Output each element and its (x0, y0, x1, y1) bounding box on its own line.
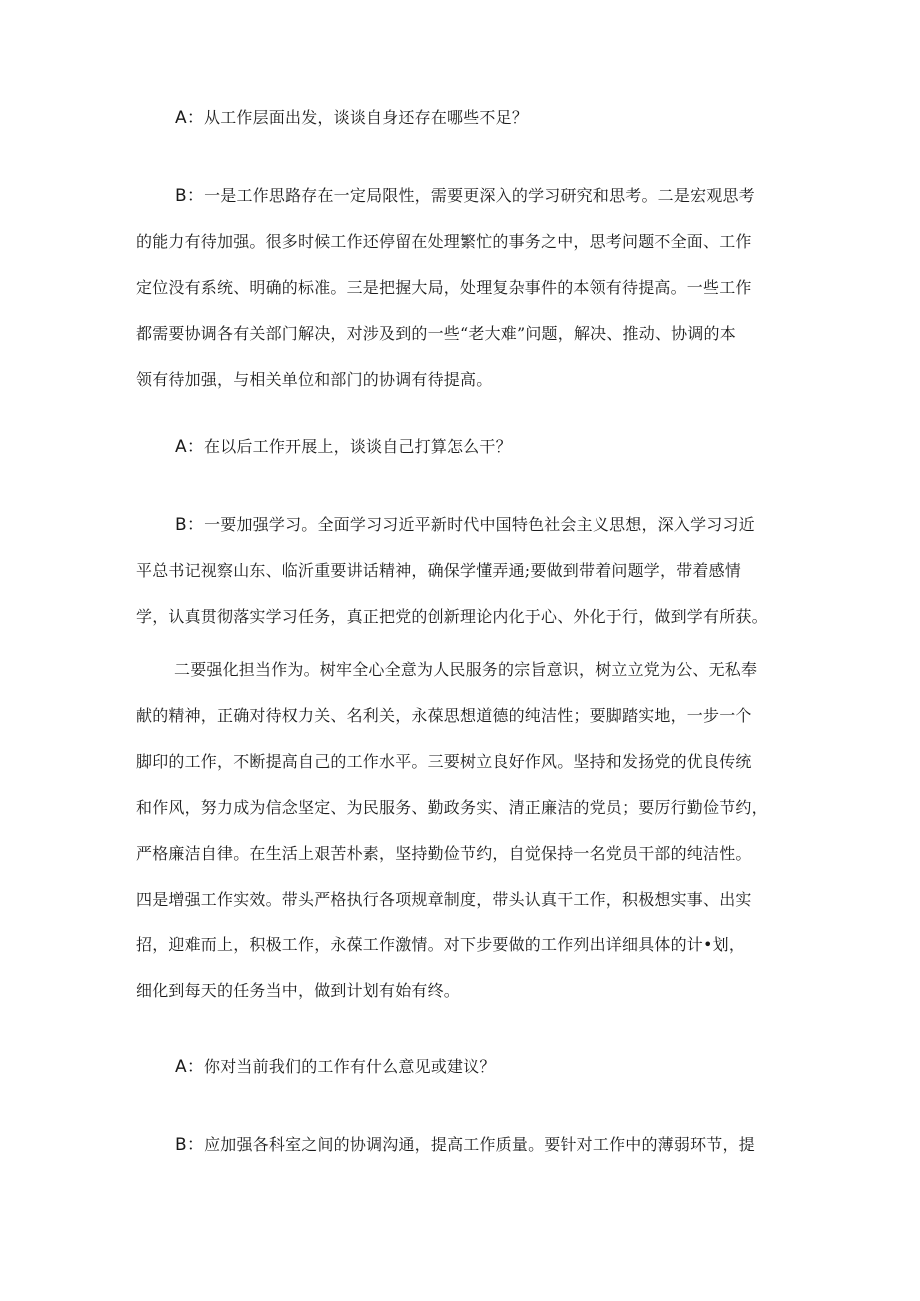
answer-line: 学，认真贯彻落实学习任务，真正把党的创新理论内化于心、外化于行，做到学有所获。 (136, 607, 768, 626)
answer-line (175, 186, 835, 206)
paragraph-line: 细化到每天的任务当中，做到计划有始有终。 (136, 981, 461, 1000)
paragraph-line: 脚印的工作，不断提高自己的工作水平。三要树立良好作风。坚持和发扬党的优良传统 (136, 752, 752, 771)
paragraph-line: 招，迎难而上，积极工作，永葆工作激情。对下步要做的工作列出详细具体的计•划， (136, 935, 746, 954)
paragraph-line: 严格廉洁自律。在生活上艰苦朴素，坚持勤俭节约，自觉保持一名党员干部的纯洁性。 (136, 844, 752, 863)
speaker-label: A： (175, 108, 205, 128)
question-line (175, 1057, 835, 1077)
question-line (175, 108, 835, 128)
answer-text: 应加强各科室之间的协调沟通，提高工作质量。要针对工作中的薄弱环节，提 (204, 1135, 755, 1154)
answer-line: 定位没有系统、明确的标准。三是把握大局，处理复杂事件的本领有待提高。一些工作 (136, 278, 752, 297)
paragraph-line: 四是增强工作实效。带头严格执行各项规章制度，带头认真干工作，积极想实事、出实 (136, 890, 752, 909)
paragraph-line: 和作风，努力成为信念坚定、为民服务、勤政务实、清正廉洁的党员；要厉行勤俭节约， (136, 798, 768, 817)
speaker-label: B： (175, 515, 205, 535)
paragraph-line: 二要强化担当作为。树牢全心全意为人民服务的宗旨意识，树立立党为公、无私奉 (174, 660, 758, 679)
speaker-label: B： (175, 1135, 205, 1155)
speaker-label: A： (175, 1057, 205, 1077)
question-text: 在以后工作开展上，谈谈自己打算怎么干？ (204, 437, 512, 456)
answer-line (175, 515, 835, 535)
answer-line: 平总书记视察山东、临沂重要讲话精神，确保学懂弄通;要做到带着问题学，带着感情 (136, 561, 741, 580)
question-text: 你对当前我们的工作有什么意见或建议？ (204, 1057, 496, 1076)
answer-line: 的能力有待加强。很多时候工作还停留在处理繁忙的事务之中，思考问题不全面、工作 (136, 232, 752, 251)
answer-line: 都需要协调各有关部门解决，对涉及到的一些“老大难”问题，解决、推动、协调的本 (136, 324, 736, 343)
question-text: 从工作层面出发，谈谈自身还存在哪些不足？ (204, 108, 529, 127)
question-line (175, 437, 835, 457)
answer-text: 一要加强学习。全面学习习近平新时代中国特色社会主义思想，深入学习习近 (204, 515, 755, 534)
speaker-label: A： (175, 437, 205, 457)
answer-line (175, 1135, 835, 1155)
paragraph-line: 献的精神，正确对待权力关、名利关，永葆思想道德的纯洁性；要脚踏实地，一步一个 (136, 706, 752, 725)
answer-text: 一是工作思路存在一定局限性，需要更深入的学习研究和思考。二是宏观思考 (204, 186, 755, 205)
speaker-label: B： (175, 186, 205, 206)
answer-line: 领有待加强，与相关单位和部门的协调有待提高。 (136, 370, 493, 389)
